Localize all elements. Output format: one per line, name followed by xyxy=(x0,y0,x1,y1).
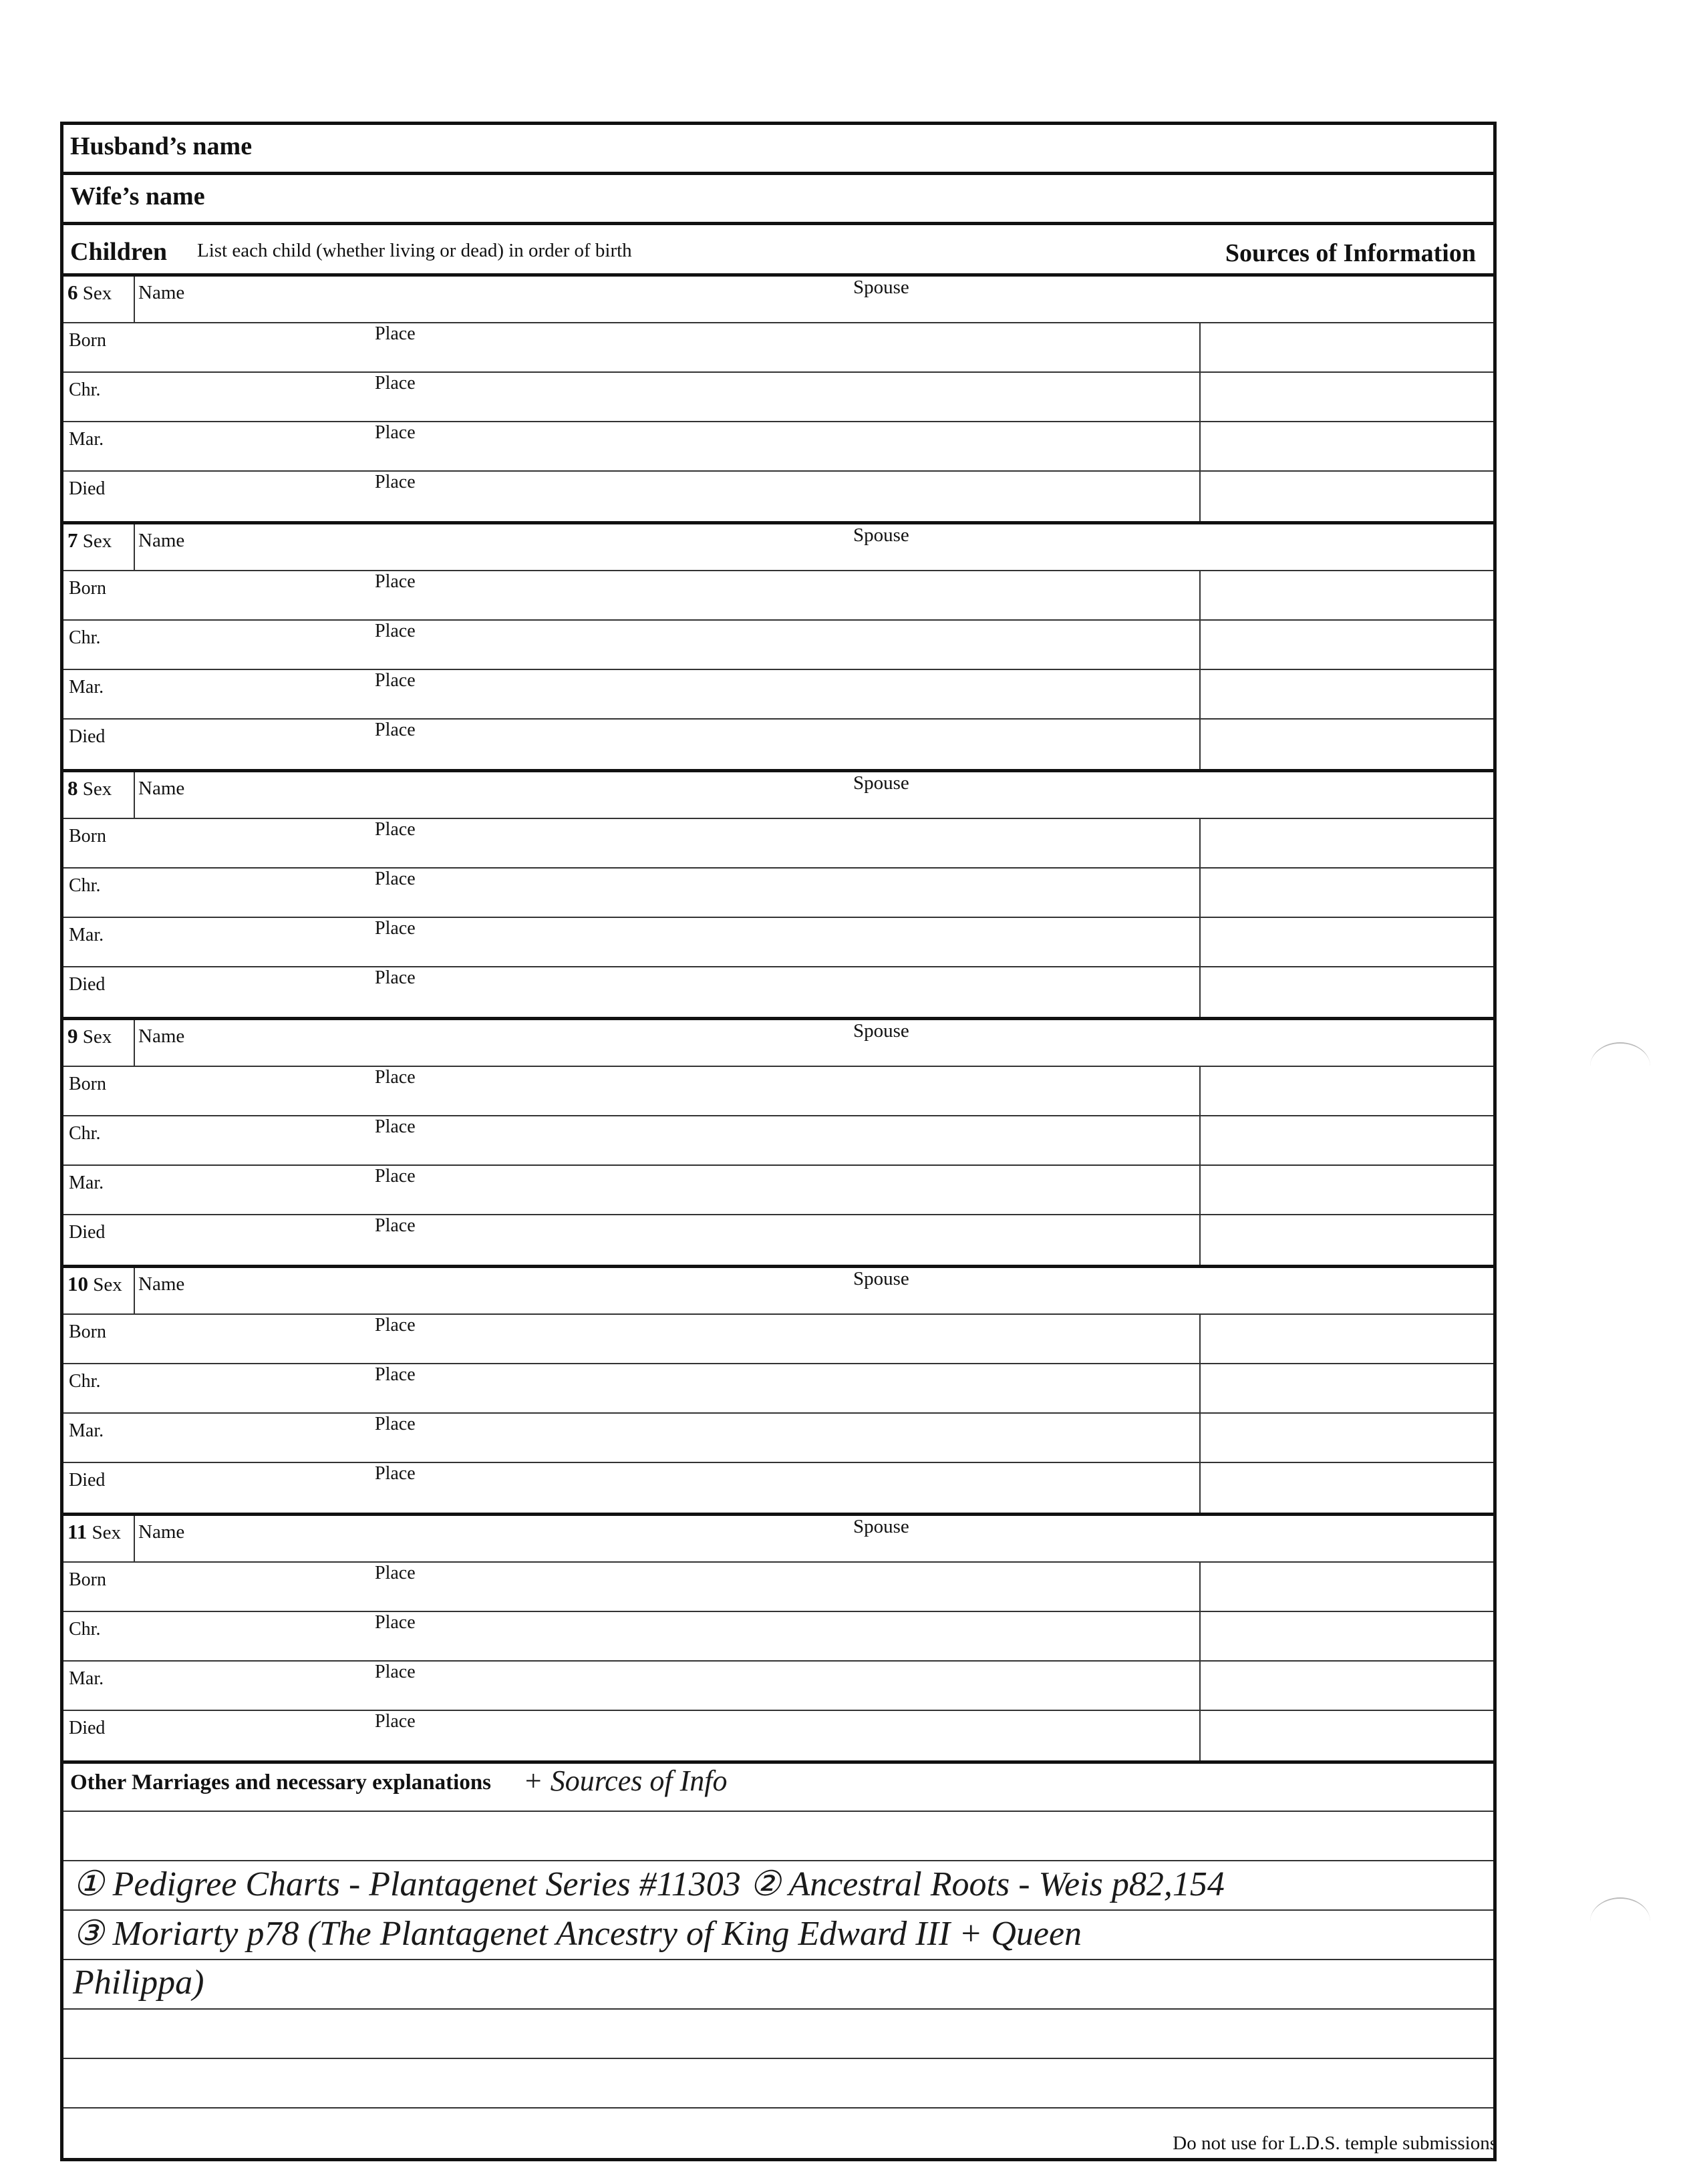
sex-divider xyxy=(134,1268,135,1313)
sex-divider xyxy=(134,1020,135,1066)
mar-row[interactable] xyxy=(63,1662,1493,1711)
source-cell[interactable] xyxy=(1199,1463,1497,1513)
spouse-label: Spouse xyxy=(853,1516,909,1537)
died-row[interactable] xyxy=(63,1463,1493,1513)
child-number-sex xyxy=(67,776,112,800)
child-block xyxy=(63,524,1493,772)
spouse-label: Spouse xyxy=(853,1268,909,1289)
note-line[interactable] xyxy=(63,1911,1493,1960)
chr-row[interactable] xyxy=(63,373,1493,422)
mar-row[interactable] xyxy=(63,918,1493,967)
chr-label: Chr. xyxy=(69,1619,101,1640)
born-label: Born xyxy=(69,1074,106,1094)
child-block xyxy=(63,1516,1493,1764)
born-label: Born xyxy=(69,330,106,351)
other-marriages-header xyxy=(63,1764,1493,1812)
sources-label: Sources of Information xyxy=(1225,239,1476,267)
source-cell[interactable] xyxy=(1199,819,1497,867)
child-name-row[interactable] xyxy=(63,277,1493,323)
place-label: Place xyxy=(375,1612,416,1633)
mar-label: Mar. xyxy=(69,925,104,945)
mar-row[interactable] xyxy=(63,422,1493,472)
source-cell[interactable] xyxy=(1199,323,1497,371)
died-row[interactable] xyxy=(63,472,1493,521)
chr-row[interactable] xyxy=(63,621,1493,670)
born-row[interactable] xyxy=(63,1067,1493,1116)
sex-label: Sex xyxy=(82,530,112,552)
source-cell[interactable] xyxy=(1199,621,1497,669)
source-cell[interactable] xyxy=(1199,1414,1497,1462)
husband-row[interactable] xyxy=(63,125,1493,175)
died-row[interactable] xyxy=(63,1711,1493,1760)
spouse-label: Spouse xyxy=(853,1020,909,1042)
sex-divider xyxy=(134,277,135,322)
child-number-sex xyxy=(67,528,112,553)
child-name-row[interactable] xyxy=(63,1516,1493,1563)
spouse-label: Spouse xyxy=(853,524,909,546)
died-row[interactable] xyxy=(63,967,1493,1017)
chr-label: Chr. xyxy=(69,627,101,648)
source-cell[interactable] xyxy=(1199,1315,1497,1363)
sex-divider xyxy=(134,772,135,818)
mar-row[interactable] xyxy=(63,670,1493,720)
husband-label: Husband’s name xyxy=(70,132,253,160)
child-number-sex xyxy=(67,1272,122,1296)
source-cell[interactable] xyxy=(1199,472,1497,521)
sex-divider xyxy=(134,1516,135,1561)
mar-label: Mar. xyxy=(69,1173,104,1193)
born-label: Born xyxy=(69,826,106,846)
place-label: Place xyxy=(375,918,416,939)
place-label: Place xyxy=(375,422,416,443)
chr-row[interactable] xyxy=(63,1364,1493,1414)
child-number: 11 xyxy=(67,1520,88,1543)
children-hint: List each child (whether living or dead) in order of birth xyxy=(197,240,632,261)
place-label: Place xyxy=(375,1166,416,1187)
born-row[interactable] xyxy=(63,1563,1493,1612)
place-label: Place xyxy=(375,621,416,641)
source-cell[interactable] xyxy=(1199,918,1497,966)
place-label: Place xyxy=(375,472,416,492)
child-name-row[interactable] xyxy=(63,1020,1493,1067)
place-label: Place xyxy=(375,373,416,394)
source-cell[interactable] xyxy=(1199,1662,1497,1710)
source-cell[interactable] xyxy=(1199,1067,1497,1115)
family-group-form xyxy=(60,122,1497,2161)
footer-disclaimer: Do not use for L.D.S. temple submissions xyxy=(1173,2133,1497,2154)
name-label: Name xyxy=(138,530,185,551)
died-row[interactable] xyxy=(63,1215,1493,1265)
children-list xyxy=(63,277,1493,1764)
source-cell[interactable] xyxy=(1199,1364,1497,1412)
chr-row[interactable] xyxy=(63,1116,1493,1166)
died-row[interactable] xyxy=(63,720,1493,769)
died-label: Died xyxy=(69,974,106,995)
children-header-row xyxy=(63,225,1493,277)
source-cell[interactable] xyxy=(1199,869,1497,917)
source-cell[interactable] xyxy=(1199,1563,1497,1611)
mar-label: Mar. xyxy=(69,677,104,697)
place-label: Place xyxy=(375,323,416,344)
note-text: ① Pedigree Charts - Plantagenet Series #11303 ② Ancestral Roots - Weis p82,154 xyxy=(73,1865,1225,1903)
place-label: Place xyxy=(375,1067,416,1088)
place-label: Place xyxy=(375,869,416,889)
child-block xyxy=(63,277,1493,524)
child-name-row[interactable] xyxy=(63,772,1493,819)
child-name-row[interactable] xyxy=(63,524,1493,571)
sex-label: Sex xyxy=(93,1274,122,1295)
source-cell[interactable] xyxy=(1199,1166,1497,1214)
chr-label: Chr. xyxy=(69,875,101,896)
source-cell[interactable] xyxy=(1199,1711,1497,1760)
child-number-sex xyxy=(67,1520,121,1544)
place-label: Place xyxy=(375,967,416,988)
wife-label: Wife’s name xyxy=(70,182,205,210)
source-cell[interactable] xyxy=(1199,720,1497,769)
born-label: Born xyxy=(69,578,106,599)
note-line[interactable] xyxy=(63,2059,1493,2109)
place-label: Place xyxy=(375,571,416,592)
place-label: Place xyxy=(375,1563,416,1583)
child-name-row[interactable] xyxy=(63,1268,1493,1315)
born-label: Born xyxy=(69,1569,106,1590)
note-line[interactable] xyxy=(63,2010,1493,2059)
punch-hole-mark xyxy=(1590,1897,1650,1945)
chr-label: Chr. xyxy=(69,379,101,400)
chr-row[interactable] xyxy=(63,869,1493,918)
child-number: 10 xyxy=(67,1272,88,1295)
name-label: Name xyxy=(138,1026,185,1047)
child-number: 9 xyxy=(67,1024,78,1048)
child-number-sex xyxy=(67,281,112,305)
source-cell[interactable] xyxy=(1199,422,1497,470)
name-label: Name xyxy=(138,282,185,303)
handwritten-sources-heading: + Sources of Info xyxy=(523,1764,728,1797)
born-label: Born xyxy=(69,1321,106,1342)
notes-area xyxy=(63,1812,1493,2158)
mar-label: Mar. xyxy=(69,1420,104,1441)
place-label: Place xyxy=(375,1414,416,1434)
mar-label: Mar. xyxy=(69,1668,104,1689)
born-row[interactable] xyxy=(63,323,1493,373)
spouse-label: Spouse xyxy=(853,772,909,794)
note-line[interactable] xyxy=(63,1812,1493,1861)
source-cell[interactable] xyxy=(1199,571,1497,619)
died-label: Died xyxy=(69,726,106,747)
punch-hole-mark xyxy=(1590,1042,1650,1090)
sex-label: Sex xyxy=(92,1522,122,1543)
spouse-label: Spouse xyxy=(853,277,909,298)
sex-divider xyxy=(134,524,135,570)
child-number-sex xyxy=(67,1024,112,1048)
place-label: Place xyxy=(375,1711,416,1732)
mar-label: Mar. xyxy=(69,429,104,450)
died-label: Died xyxy=(69,1222,106,1243)
children-label: Children xyxy=(70,238,168,266)
note-text: Philippa) xyxy=(73,1964,204,2002)
name-label: Name xyxy=(138,1273,185,1295)
place-label: Place xyxy=(375,1215,416,1236)
sex-label: Sex xyxy=(82,778,112,800)
died-label: Died xyxy=(69,1470,106,1491)
name-label: Name xyxy=(138,1521,185,1543)
place-label: Place xyxy=(375,819,416,840)
died-label: Died xyxy=(69,478,106,499)
chr-label: Chr. xyxy=(69,1123,101,1144)
mar-row[interactable] xyxy=(63,1166,1493,1215)
place-label: Place xyxy=(375,670,416,691)
place-label: Place xyxy=(375,720,416,740)
place-label: Place xyxy=(375,1364,416,1385)
place-label: Place xyxy=(375,1315,416,1336)
source-cell[interactable] xyxy=(1199,670,1497,718)
place-label: Place xyxy=(375,1463,416,1484)
note-line[interactable] xyxy=(63,1960,1493,2010)
child-block xyxy=(63,772,1493,1020)
other-marriages-label: Other Marriages and necessary explanations xyxy=(70,1770,492,1795)
source-cell[interactable] xyxy=(1199,373,1497,421)
source-cell[interactable] xyxy=(1199,1116,1497,1164)
born-row[interactable] xyxy=(63,819,1493,869)
source-cell[interactable] xyxy=(1199,967,1497,1017)
child-block xyxy=(63,1020,1493,1268)
name-label: Name xyxy=(138,778,185,799)
source-cell[interactable] xyxy=(1199,1215,1497,1265)
mar-row[interactable] xyxy=(63,1414,1493,1463)
died-label: Died xyxy=(69,1718,106,1738)
place-label: Place xyxy=(375,1662,416,1682)
note-text: ③ Moriarty p78 (The Plantagenet Ancestry of King Edward III + Queen xyxy=(73,1915,1082,1953)
sex-label: Sex xyxy=(82,283,112,304)
chr-row[interactable] xyxy=(63,1612,1493,1662)
born-row[interactable] xyxy=(63,571,1493,621)
born-row[interactable] xyxy=(63,1315,1493,1364)
wife-row[interactable] xyxy=(63,175,1493,225)
child-number: 7 xyxy=(67,528,78,552)
child-block xyxy=(63,1268,1493,1516)
child-number: 6 xyxy=(67,281,78,304)
source-cell[interactable] xyxy=(1199,1612,1497,1660)
place-label: Place xyxy=(375,1116,416,1137)
chr-label: Chr. xyxy=(69,1371,101,1392)
note-line[interactable] xyxy=(63,1861,1493,1911)
child-number: 8 xyxy=(67,776,78,800)
sex-label: Sex xyxy=(82,1026,112,1048)
